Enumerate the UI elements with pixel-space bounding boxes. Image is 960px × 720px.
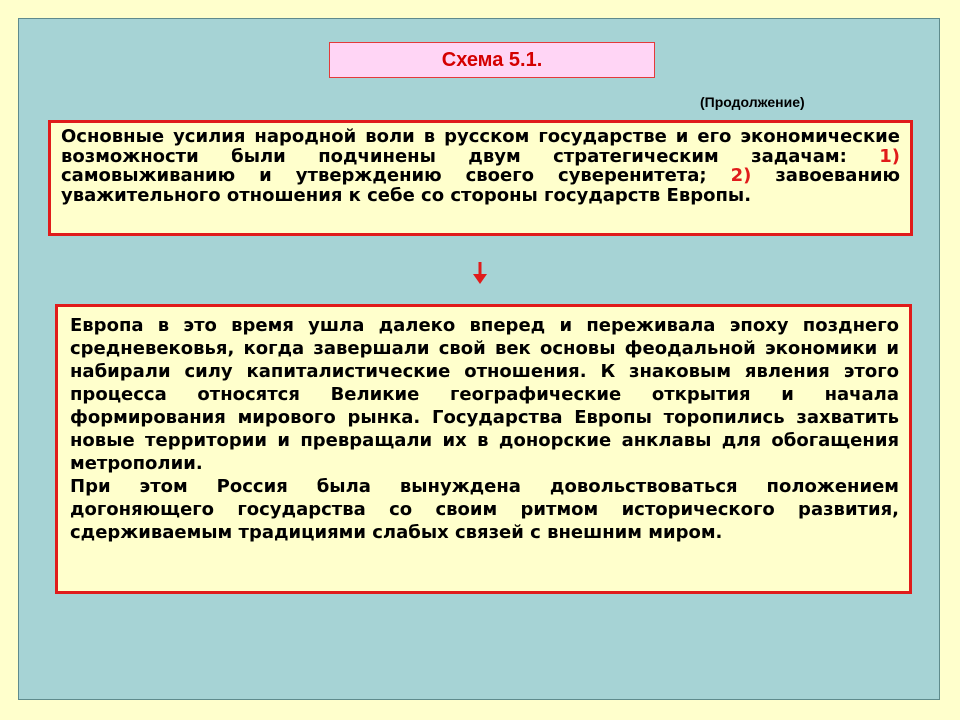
box1-text-a: Основные усилия народной воли в русском государстве и его экономические возможности были подчинены двум стратегическим задачам: <box>61 126 900 167</box>
box2-paragraph-2: При этом Россия была вынуждена довольствоваться положением догоняющего государства со своим ритмом исторического развития, сдерживаемым традициями слабых связей с внешним миром. <box>70 476 899 543</box>
box1-text-b: самовыживанию и утверждению своего суверенитета; <box>61 165 731 186</box>
box1-text-c: завоеванию уважительного отношения к себе со стороны государств Европы. <box>61 165 900 206</box>
box1-number-2: 2) <box>730 165 752 186</box>
box1-number-1: 1) <box>879 145 900 167</box>
subtitle: (Продолжение) <box>700 94 805 110</box>
text-box-europe <box>55 304 912 594</box>
text-box-main-efforts <box>48 120 913 236</box>
box2-paragraph-1: Европа в это время ушла далеко вперед и переживала эпоху позднего средневековья, когда завершали свой век основы феодальной экономики и набирали силу капиталистические отношения. К знаковым явления этого процесса относятся Великие географические открытия и начала формирования мирового рынка. Государства Европы торопились захватить новые территории и превращали их в донорские анклавы для обогащения метрополии. <box>70 315 899 474</box>
title-box <box>329 42 655 78</box>
title-text: Схема 5.1. <box>441 48 543 71</box>
down-arrow-icon <box>473 262 487 284</box>
